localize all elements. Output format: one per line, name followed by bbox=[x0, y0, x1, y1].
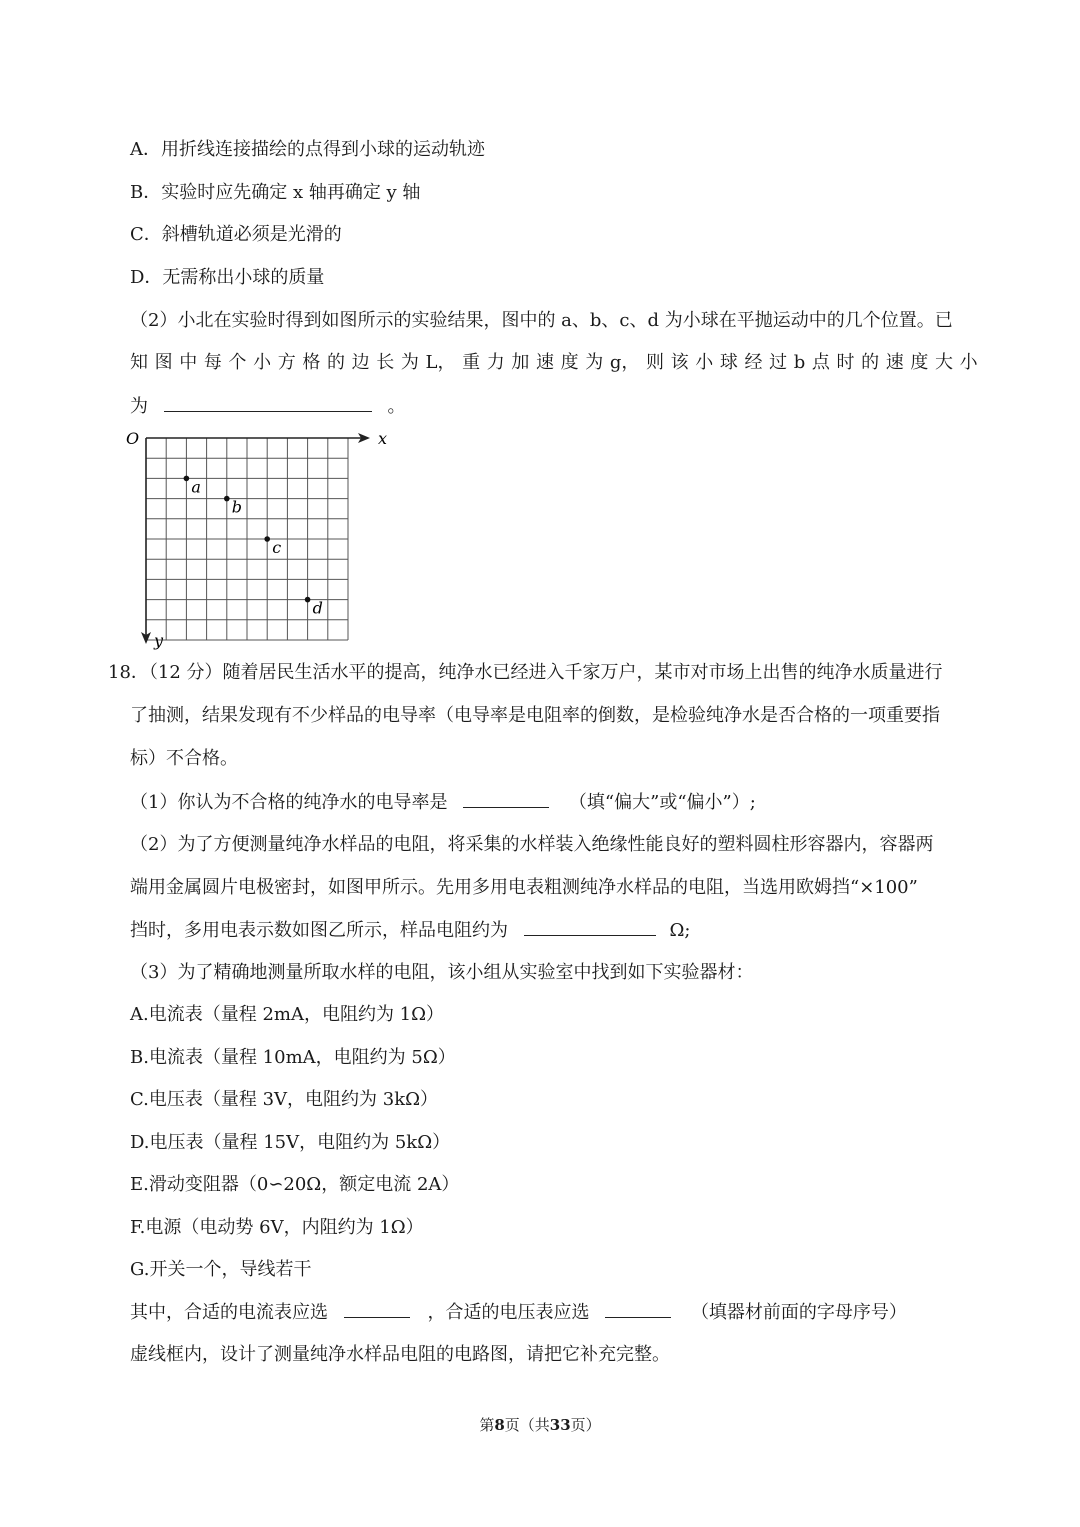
q18-select-mid: ，合适的电压表应选 bbox=[427, 1302, 590, 1323]
trajectory-grid-figure bbox=[118, 422, 398, 652]
q18-part2-line3-suffix: Ω; bbox=[669, 920, 691, 941]
line2-char: 知 bbox=[130, 352, 148, 373]
q17-answer-blank[interactable] bbox=[164, 393, 372, 412]
line2-char: 边 bbox=[351, 352, 370, 373]
line2-char: 时 bbox=[836, 352, 855, 373]
line2-char: 为 bbox=[400, 352, 419, 373]
line2-char: 小 bbox=[695, 352, 714, 373]
trajectory-point-b bbox=[224, 496, 230, 502]
point-label-d: d bbox=[312, 598, 323, 618]
line2-char: 图 bbox=[154, 352, 173, 373]
line2-char: L， bbox=[425, 352, 456, 373]
q17-part2-line3-prefix: 为 bbox=[130, 396, 148, 417]
line2-char: 过 bbox=[769, 352, 788, 373]
q18-part2-blank[interactable] bbox=[524, 917, 656, 936]
q18-select-line bbox=[130, 1299, 907, 1326]
footer-post: 页） bbox=[570, 1416, 601, 1434]
line2-char: 度 bbox=[560, 352, 579, 373]
voltmeter-choice-blank[interactable] bbox=[605, 1299, 671, 1318]
q18-line2: 了抽测，结果发现有不少样品的电导率（电导率是电阻率的倒数，是检验纯净水是否合格的一项重要指 bbox=[130, 705, 940, 726]
footer-mid: 页（共 bbox=[504, 1416, 550, 1434]
footer-page-number: 8 bbox=[494, 1416, 505, 1434]
line2-char: 的 bbox=[861, 352, 880, 373]
q18-select-prefix: 其中，合适的电流表应选 bbox=[130, 1302, 328, 1323]
q18-part1-suffix: （填“偏大”或“偏小”）; bbox=[568, 792, 756, 813]
line2-char: 的 bbox=[327, 352, 345, 373]
q17-part2-line2 bbox=[130, 350, 978, 376]
point-label-a: a bbox=[191, 477, 201, 497]
q17-part2-line3 bbox=[130, 393, 405, 420]
footer-pre: 第 bbox=[479, 1416, 495, 1434]
equipment-item: A.电流表（量程 2mA，电阻约为 1Ω） bbox=[130, 1004, 445, 1025]
line2-char: 长 bbox=[376, 352, 395, 373]
q18-part2-line1: （2）为了方便测量纯净水样品的电阻，将采集的水样装入绝缘性能良好的塑料圆柱形容器内，容器两 bbox=[130, 834, 934, 855]
x-axis-label: x bbox=[378, 429, 388, 448]
q18-part2-line3 bbox=[130, 917, 690, 944]
q18-part1-prefix: （1）你认为不合格的纯净水的电导率是 bbox=[130, 792, 448, 813]
line2-char: 格 bbox=[302, 352, 321, 373]
y-axis-label: y bbox=[154, 631, 164, 650]
line2-char: 球 bbox=[719, 352, 738, 373]
q18-part2-line2: 端用金属圆片电极密封，如图甲所示。先用多用电表粗测纯净水样品的电阻，当选用欧姆挡“×100” bbox=[130, 877, 918, 898]
line2-char: 度 bbox=[910, 352, 929, 373]
line2-char: 速 bbox=[535, 352, 554, 373]
equipment-item: G.开关一个，导线若干 bbox=[130, 1259, 312, 1280]
line2-char: 加 bbox=[511, 352, 530, 373]
q18-line1: 18．（12 分）随着居民生活水平的提高，纯净水已经进入千家万户，某市对市场上出售的纯净水质量进行 bbox=[108, 662, 943, 683]
line2-char: 经 bbox=[744, 352, 763, 373]
origin-label: O bbox=[126, 429, 140, 448]
line2-char: 方 bbox=[277, 352, 296, 373]
q17-option-a: A．用折线连接描绘的点得到小球的运动轨迹 bbox=[130, 139, 485, 160]
trajectory-point-d bbox=[305, 597, 311, 603]
line2-char: 小 bbox=[253, 352, 272, 373]
point-label-b: b bbox=[231, 497, 243, 517]
q17-option-d: D．无需称出小球的质量 bbox=[130, 267, 325, 288]
q18-part1-blank[interactable] bbox=[463, 789, 549, 808]
q17-part2-line3-suffix: 。 bbox=[387, 396, 406, 417]
q18-part1 bbox=[130, 789, 756, 816]
line2-char: 点 bbox=[811, 352, 830, 373]
q17-option-c: C．斜槽轨道必须是光滑的 bbox=[130, 224, 342, 245]
footer-total-pages: 33 bbox=[549, 1416, 571, 1434]
q17-option-b: B．实验时应先确定 x 轴再确定 y 轴 bbox=[130, 182, 421, 203]
line2-char: 每 bbox=[203, 352, 222, 373]
equipment-item: E.滑动变阻器（0∽20Ω，额定电流 2A） bbox=[130, 1174, 460, 1195]
q17-part2-line1: （2）小北在实验时得到如图所示的实验结果，图中的 a、b、c、d 为小球在平抛运动中的几个位置。已 bbox=[130, 310, 953, 331]
line2-char: 力 bbox=[486, 352, 505, 373]
q18-last-line: 虚线框内，设计了测量纯净水样品电阻的电路图，请把它补充完整。 bbox=[130, 1344, 670, 1365]
trajectory-point-c bbox=[264, 536, 270, 542]
page-footer bbox=[0, 1414, 1080, 1435]
line2-char: 中 bbox=[179, 352, 198, 373]
q18-part3: （3）为了精确地测量所取水样的电阻，该小组从实验室中找到如下实验器材： bbox=[130, 962, 754, 983]
q18-line3: 标）不合格。 bbox=[130, 748, 238, 769]
line2-char: b bbox=[793, 352, 806, 373]
line2-char: 速 bbox=[885, 352, 904, 373]
line2-char: 为 bbox=[585, 352, 604, 373]
line2-char: 小 bbox=[959, 352, 978, 373]
equipment-item: B.电流表（量程 10mA，电阻约为 5Ω） bbox=[130, 1047, 456, 1068]
line2-char: g， bbox=[609, 352, 640, 373]
q18-select-suffix: （填器材前面的字母序号） bbox=[690, 1302, 907, 1323]
line2-char: 则 bbox=[645, 352, 664, 373]
q18-part2-line3-prefix: 挡时，多用电表示数如图乙所示，样品电阻约为 bbox=[130, 920, 508, 941]
ammeter-choice-blank[interactable] bbox=[344, 1299, 410, 1318]
trajectory-point-a bbox=[184, 476, 190, 482]
equipment-item: C.电压表（量程 3V，电阻约为 3kΩ） bbox=[130, 1089, 439, 1110]
line2-char: 个 bbox=[228, 352, 247, 373]
line2-char: 该 bbox=[670, 352, 689, 373]
line2-char: 大 bbox=[935, 352, 954, 373]
equipment-item: D.电压表（量程 15V，电阻约为 5kΩ） bbox=[130, 1132, 451, 1153]
point-label-c: c bbox=[272, 538, 282, 557]
equipment-item: F.电源（电动势 6V，内阻约为 1Ω） bbox=[130, 1217, 424, 1238]
line2-char: 重 bbox=[462, 352, 481, 373]
